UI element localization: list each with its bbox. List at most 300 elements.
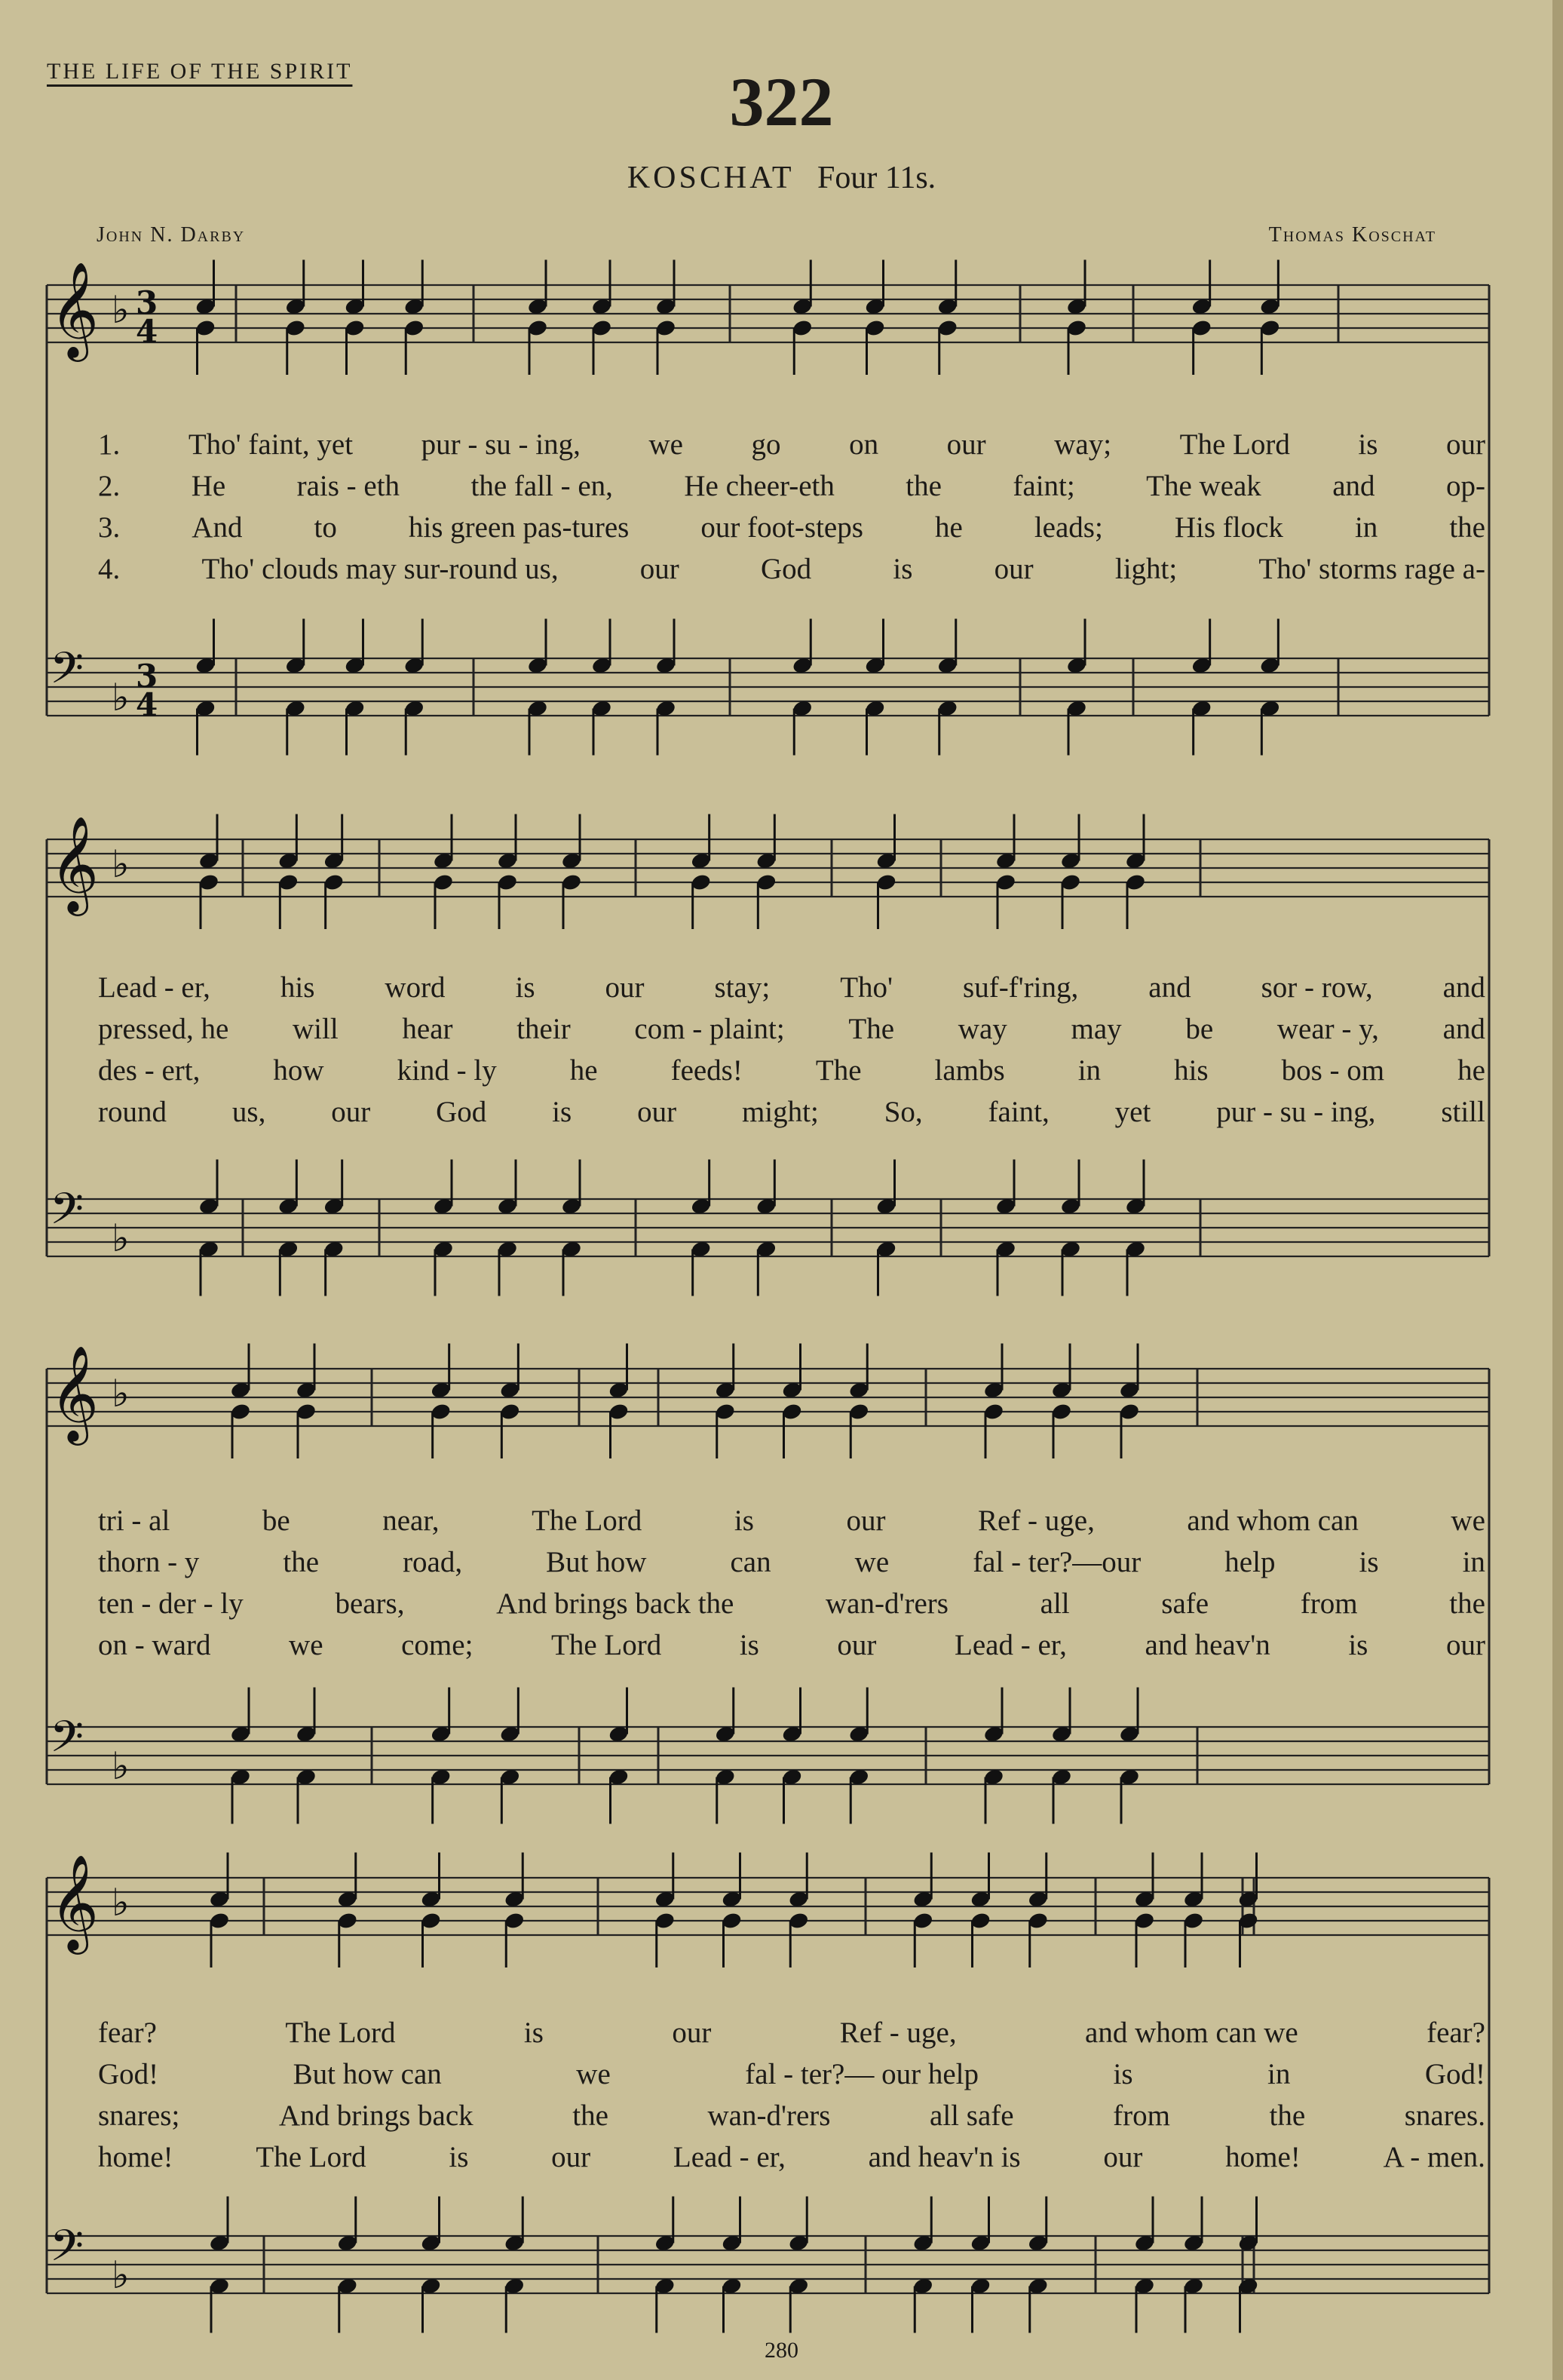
lyric-syllable: Ref - uge, <box>978 1504 1095 1537</box>
lyric-syllable: wan-d'rers <box>707 2099 831 2132</box>
lyric-syllable: is <box>734 1504 754 1537</box>
note <box>983 1688 1005 1744</box>
lyric-syllable: com - plaint; <box>634 1013 785 1045</box>
note <box>1125 1160 1147 1216</box>
lyric-syllable: is <box>739 1629 759 1661</box>
lyric-syllable: snares; <box>98 2099 180 2132</box>
note <box>792 619 814 676</box>
lyric-syllable: Tho' <box>840 971 893 1004</box>
note <box>721 1853 743 1909</box>
lyric-line-s3-v1 <box>98 1506 1485 1535</box>
note <box>875 1160 897 1216</box>
lyric-syllable: Tho' clouds may sur-round us, <box>201 553 559 585</box>
note <box>1051 1768 1073 1824</box>
note <box>864 699 886 756</box>
lyric-syllable: road, <box>403 1546 463 1578</box>
note <box>1060 1240 1082 1296</box>
lyric-syllable: yet <box>1114 1096 1151 1128</box>
lyric-syllable: is <box>552 1096 572 1128</box>
lyric-syllable: And <box>192 511 243 544</box>
lyric-syllable: lambs <box>934 1054 1005 1087</box>
lyric-syllable: our <box>1103 2141 1143 2173</box>
note <box>995 1160 1017 1216</box>
note <box>912 2277 934 2333</box>
lyric-syllable: fear? <box>1427 2017 1485 2049</box>
lyric-syllable: still <box>1441 1096 1485 1128</box>
note <box>1051 1402 1073 1458</box>
note <box>1051 1344 1073 1400</box>
note <box>654 2197 676 2253</box>
note <box>277 1240 299 1296</box>
note <box>1066 699 1088 756</box>
note <box>912 1853 934 1909</box>
note <box>983 1344 1005 1400</box>
key-signature-flat-icon: ♭ <box>112 288 130 332</box>
note <box>875 814 897 871</box>
lyric-syllable: home! <box>1225 2141 1301 2173</box>
lyric-syllable: can <box>730 1546 771 1578</box>
note <box>420 2197 442 2253</box>
lyric-syllable: The Lord <box>1179 428 1290 461</box>
hymn-number: 322 <box>729 63 834 140</box>
note <box>690 1240 712 1296</box>
note <box>1183 1911 1205 1967</box>
note <box>344 699 366 756</box>
lyric-line-s1-v3 <box>98 513 1485 542</box>
note <box>296 1688 317 1744</box>
note <box>875 873 897 929</box>
note <box>284 619 306 676</box>
note <box>1237 2277 1259 2333</box>
note <box>608 1768 630 1824</box>
note <box>655 318 677 375</box>
lyric-syllable: 4. <box>98 553 121 585</box>
note <box>755 1240 777 1296</box>
note <box>1066 619 1088 676</box>
note <box>499 1688 521 1744</box>
note <box>608 1402 630 1458</box>
lyric-line-s1-v2 <box>98 471 1485 501</box>
note <box>1060 873 1082 929</box>
key-signature-flat-icon: ♭ <box>112 1744 130 1788</box>
note <box>420 1853 442 1909</box>
note <box>1066 260 1088 317</box>
note <box>277 1160 299 1216</box>
lyric-syllable: snares. <box>1404 2099 1485 2132</box>
note <box>1051 1688 1073 1744</box>
lyric-syllable: and whom can <box>1187 1504 1359 1537</box>
lyric-syllable: their <box>516 1013 571 1045</box>
lyric-syllable: safe <box>1161 1587 1209 1620</box>
note <box>714 1688 736 1744</box>
note <box>433 1240 455 1296</box>
note <box>195 699 216 756</box>
system-3 <box>47 1344 1489 1824</box>
note <box>1134 2197 1156 2253</box>
note <box>721 1911 743 1967</box>
treble-staff <box>47 1345 1489 1446</box>
lyric-syllable: might; <box>741 1096 819 1128</box>
system-1 <box>47 260 1489 756</box>
note <box>497 1240 519 1296</box>
lyric-syllable: way; <box>1054 428 1112 461</box>
note <box>195 318 216 375</box>
lyric-syllable: we <box>648 428 683 461</box>
lyric-syllable: But how <box>546 1546 647 1578</box>
running-head: THE LIFE OF THE SPIRIT <box>47 59 353 84</box>
lyric-syllable: feeds! <box>670 1054 743 1087</box>
lyric-syllable: The <box>848 1013 895 1045</box>
lyric-line-s3-v4 <box>98 1630 1485 1660</box>
note <box>781 1344 803 1400</box>
note <box>655 619 677 676</box>
lyric-syllable: we <box>854 1546 890 1578</box>
note <box>591 318 613 375</box>
note <box>499 1768 521 1824</box>
note <box>654 1853 676 1909</box>
lyric-syllable: in <box>1267 2058 1291 2090</box>
lyric-syllable: the <box>1449 1587 1485 1620</box>
note <box>591 619 613 676</box>
note <box>198 1240 220 1296</box>
lyric-syllable: our <box>1445 1629 1485 1661</box>
note <box>296 1344 317 1400</box>
note <box>788 2277 810 2333</box>
lyric-syllable: faint; <box>1013 470 1075 502</box>
lyric-syllable: the <box>572 2099 608 2132</box>
bass-clef-icon: 𝄢 <box>50 643 84 704</box>
lyric-syllable: and whom can we <box>1085 2017 1298 2049</box>
lyric-syllable: near, <box>382 1504 440 1537</box>
note <box>655 260 677 317</box>
note <box>277 873 299 929</box>
lyric-syllable: rais - eth <box>296 470 400 502</box>
lyric-syllable: on - ward <box>98 1629 211 1661</box>
note <box>1237 1911 1259 1967</box>
note <box>430 1768 452 1824</box>
note <box>527 260 549 317</box>
lyric-syllable: thorn - y <box>98 1546 200 1578</box>
note <box>792 318 814 375</box>
lyric-line-s2-v4 <box>98 1097 1485 1127</box>
lyric-syllable: is <box>449 2141 469 2173</box>
note <box>970 1853 991 1909</box>
lyric-syllable: fal - ter?—our <box>973 1546 1142 1578</box>
note <box>755 814 777 871</box>
note <box>714 1402 736 1458</box>
note <box>1060 814 1082 871</box>
note <box>1060 1160 1082 1216</box>
note <box>561 814 583 871</box>
lyric-syllable: The Lord <box>551 1629 662 1661</box>
bass-clef-icon: 𝄢 <box>50 1711 84 1773</box>
note <box>970 2277 991 2333</box>
lyric-syllable: He cheer-eth <box>684 470 835 502</box>
note <box>336 1853 358 1909</box>
lyric-syllable: his green pas-tures <box>408 511 630 544</box>
lyric-syllable: he <box>569 1054 598 1087</box>
lyric-syllable: and heav'n is <box>868 2141 1021 2173</box>
note <box>403 318 425 375</box>
lyric-syllable: be <box>1185 1013 1214 1045</box>
lyric-syllable: des - ert, <box>98 1054 201 1087</box>
lyric-syllable: 2. <box>98 470 121 502</box>
lyric-syllable: our <box>846 1504 886 1537</box>
lyric-syllable: we <box>289 1629 323 1661</box>
note <box>420 1911 442 1967</box>
key-signature-flat-icon: ♭ <box>112 1372 130 1415</box>
note <box>1237 2197 1259 2253</box>
lyric-syllable: fear? <box>98 2017 157 2049</box>
lyric-syllable: 1. <box>98 428 121 461</box>
note <box>591 699 613 756</box>
lyric-syllable: pur - su - ing, <box>1216 1096 1376 1128</box>
lyric-syllable: our <box>672 2017 712 2049</box>
note <box>936 619 958 676</box>
lyric-syllable: our <box>837 1629 877 1661</box>
lyric-syllable: the <box>283 1546 320 1578</box>
note <box>296 1768 317 1824</box>
tune-name: KOSCHAT <box>627 161 795 195</box>
note <box>654 2277 676 2333</box>
note <box>344 619 366 676</box>
lyric-syllable: So, <box>884 1096 923 1128</box>
lyric-syllable: God <box>761 553 812 585</box>
lyric-syllable: from <box>1113 2099 1170 2132</box>
lyric-syllable: the <box>906 470 942 502</box>
lyric-syllable: God <box>436 1096 487 1128</box>
lyric-syllable: wear - y, <box>1276 1013 1379 1045</box>
lyric-line-s4-v3 <box>98 2101 1485 2130</box>
lyric-syllable: and heav'n <box>1145 1629 1270 1661</box>
lyric-syllable: is <box>1359 1546 1379 1578</box>
note <box>230 1402 252 1458</box>
note <box>690 873 712 929</box>
note <box>1027 1911 1049 1967</box>
note <box>323 873 345 929</box>
note <box>284 260 306 317</box>
note <box>430 1402 452 1458</box>
lyric-syllable: The Lord <box>285 2017 396 2049</box>
lyric-syllable: His flock <box>1174 511 1283 544</box>
lyric-syllable: round <box>98 1096 167 1128</box>
lyric-syllable: our <box>605 971 645 1004</box>
note <box>336 2197 358 2253</box>
note <box>995 873 1017 929</box>
note <box>654 1911 676 1967</box>
note <box>1125 1240 1147 1296</box>
note <box>497 873 519 929</box>
note <box>336 2277 358 2333</box>
lyric-line-s4-v4 <box>98 2142 1485 2172</box>
lyric-syllable: is <box>893 553 913 585</box>
lyric-syllable: A - men. <box>1383 2141 1485 2173</box>
note <box>1125 814 1147 871</box>
lyric-syllable: he <box>1457 1054 1485 1087</box>
lyric-syllable: word <box>385 971 446 1004</box>
lyric-syllable: bears, <box>335 1587 405 1620</box>
lyric-line-s3-v3 <box>98 1589 1485 1618</box>
note <box>1119 1768 1141 1824</box>
lyric-syllable: Lead - er, <box>955 1629 1067 1661</box>
note <box>277 814 299 871</box>
note <box>430 1688 452 1744</box>
note <box>690 814 712 871</box>
note <box>499 1402 521 1458</box>
note <box>1027 2197 1049 2253</box>
lyric-syllable: ten - der - ly <box>98 1587 244 1620</box>
lyric-syllable: And brings back the <box>496 1587 734 1620</box>
lyric-syllable: the <box>1449 511 1485 544</box>
lyric-syllable: But how can <box>293 2058 442 2090</box>
note <box>781 1402 803 1458</box>
note <box>195 619 216 676</box>
note <box>403 699 425 756</box>
lyric-syllable: is <box>1113 2058 1133 2090</box>
lyric-syllable: our <box>331 1096 371 1128</box>
note <box>344 260 366 317</box>
note <box>344 318 366 375</box>
lyric-syllable: wan-d'rers <box>826 1587 949 1620</box>
lyric-syllable: is <box>1358 428 1378 461</box>
lyric-syllable: and <box>1442 971 1485 1004</box>
note <box>209 1911 231 1967</box>
note <box>497 814 519 871</box>
lyric-line-s4-v1 <box>98 2018 1485 2047</box>
lyric-syllable: on <box>849 428 879 461</box>
lyric-syllable: come; <box>401 1629 473 1661</box>
time-signature-top: 3 <box>136 284 158 321</box>
note <box>284 699 306 756</box>
note <box>195 260 216 317</box>
note <box>792 699 814 756</box>
note <box>1134 1911 1156 1967</box>
lyric-syllable: faint, <box>988 1096 1050 1128</box>
lyric-syllable: the fall - en, <box>470 470 613 502</box>
lyric-syllable: is <box>1348 1629 1368 1661</box>
note <box>499 1344 521 1400</box>
note <box>755 1160 777 1216</box>
treble-clef-icon: 𝄞 <box>50 1854 100 1950</box>
note <box>721 2197 743 2253</box>
note <box>198 814 220 871</box>
note <box>1259 318 1281 375</box>
lyric-syllable: Tho' storms rage a- <box>1258 553 1485 585</box>
lyric-syllable: our <box>994 553 1034 585</box>
note <box>912 1911 934 1967</box>
note <box>1183 1853 1205 1909</box>
note <box>561 1240 583 1296</box>
note <box>875 1240 897 1296</box>
treble-clef-icon: 𝄞 <box>50 1345 100 1441</box>
lyric-syllable: sor - row, <box>1261 971 1373 1004</box>
note <box>323 1160 345 1216</box>
lyric-syllable: our <box>639 553 679 585</box>
note <box>995 814 1017 871</box>
lyric-line-s1-v4 <box>98 554 1485 584</box>
lyric-syllable: bos - om <box>1281 1054 1385 1087</box>
note <box>983 1402 1005 1458</box>
page-number: 280 <box>765 2338 798 2363</box>
note <box>504 2277 526 2333</box>
lyric-syllable: home! <box>98 2141 173 2173</box>
note <box>714 1768 736 1824</box>
lyric-syllable: way <box>958 1013 1007 1045</box>
note <box>781 1688 803 1744</box>
note <box>1191 318 1212 375</box>
note <box>1027 1853 1049 1909</box>
composer: Thomas Koschat <box>1268 223 1436 247</box>
bass-clef-icon: 𝄢 <box>50 2220 84 2282</box>
lyric-syllable: And brings back <box>278 2099 473 2132</box>
time-signature-bottom: 4 <box>136 313 158 350</box>
lyric-syllable: Ref - uge, <box>839 2017 957 2049</box>
key-signature-flat-icon: ♭ <box>112 842 130 886</box>
lyric-syllable: light; <box>1114 553 1178 585</box>
note <box>788 2197 810 2253</box>
system-4 <box>47 1853 1489 2333</box>
note <box>690 1160 712 1216</box>
note <box>561 873 583 929</box>
lyric-syllable: be <box>262 1504 290 1537</box>
lyric-syllable: will <box>293 1013 339 1045</box>
lyric-syllable: God! <box>98 2058 159 2090</box>
note <box>504 1911 526 1967</box>
note <box>1259 260 1281 317</box>
lyric-syllable: in <box>1462 1546 1485 1578</box>
lyric-syllable: The Lord <box>532 1504 642 1537</box>
note <box>209 2197 231 2253</box>
note <box>848 1688 870 1744</box>
lyric-syllable: The weak <box>1146 470 1261 502</box>
note <box>284 318 306 375</box>
key-signature-flat-icon: ♭ <box>112 676 130 719</box>
note <box>864 318 886 375</box>
note <box>1237 1853 1259 1909</box>
note <box>403 260 425 317</box>
lyric-line-s2-v2 <box>98 1014 1485 1044</box>
note <box>433 1160 455 1216</box>
note <box>527 318 549 375</box>
note <box>433 873 455 929</box>
system-2 <box>47 814 1489 1296</box>
lyric-syllable: his <box>1174 1054 1209 1087</box>
lyric-line-s2-v3 <box>98 1056 1485 1085</box>
note <box>848 1768 870 1824</box>
lyric-syllable: kind - ly <box>397 1054 497 1087</box>
note <box>209 1853 231 1909</box>
note <box>1183 2197 1205 2253</box>
time-signature-bottom: 4 <box>136 686 158 723</box>
lyric-syllable: the <box>1269 2099 1306 2132</box>
note <box>1125 873 1147 929</box>
lyric-syllable: God! <box>1424 2058 1485 2090</box>
lyric-syllable: from <box>1300 1587 1358 1620</box>
lyric-line-s1-v1 <box>98 430 1485 459</box>
note <box>1259 619 1281 676</box>
bass-staff <box>47 1711 1489 1788</box>
note <box>983 1768 1005 1824</box>
note <box>198 1160 220 1216</box>
note <box>1027 2277 1049 2333</box>
note <box>608 1344 630 1400</box>
lyric-syllable: tri - al <box>98 1504 170 1537</box>
note <box>433 814 455 871</box>
lyric-syllable: our <box>946 428 986 461</box>
lyric-syllable: The <box>815 1054 862 1087</box>
lyric-syllable: to <box>314 511 337 544</box>
note <box>504 1853 526 1909</box>
